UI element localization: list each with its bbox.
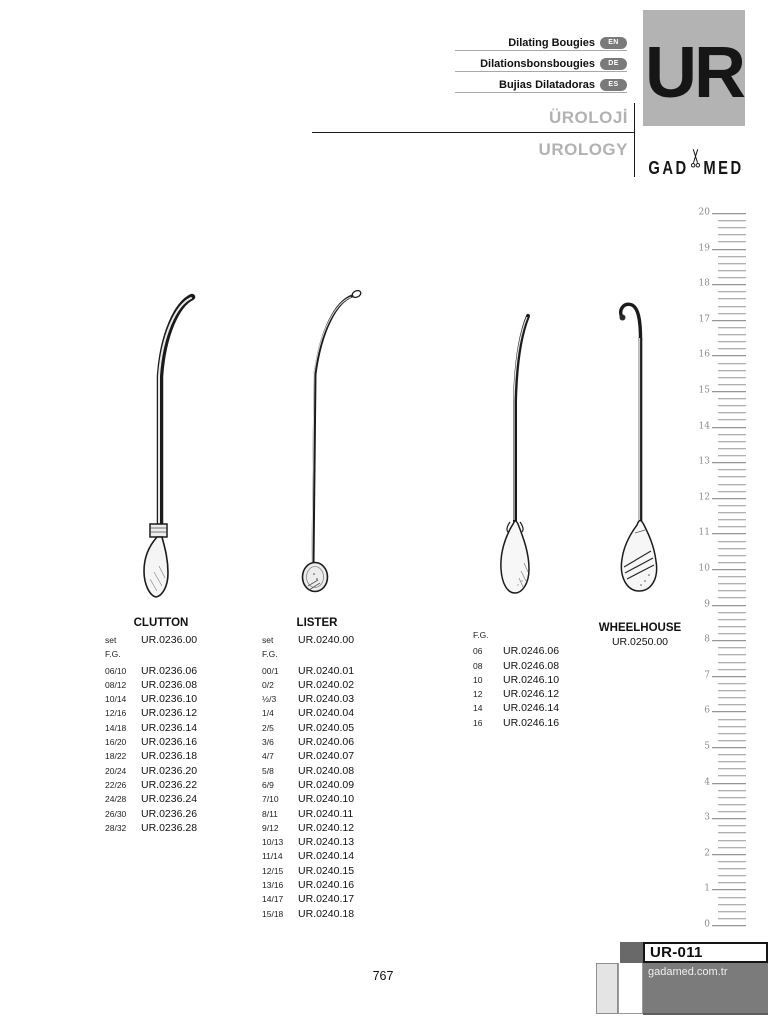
ruler-tick xyxy=(718,512,746,513)
size-label: 10/13 xyxy=(262,837,284,848)
catalog-code: UR.0240.09 xyxy=(298,778,355,791)
ruler-tick xyxy=(718,505,746,506)
size-label: 15/18 xyxy=(262,908,284,919)
ruler-tick xyxy=(712,818,746,819)
size-label: 10 xyxy=(473,674,483,685)
table-row xyxy=(262,721,372,735)
ruler-tick xyxy=(718,847,746,848)
ruler-tick xyxy=(718,384,746,385)
ruler-tick xyxy=(718,761,746,762)
ruler-tick xyxy=(718,590,746,591)
fg-label: F.G. xyxy=(105,649,121,660)
ruler-tick xyxy=(718,697,746,698)
size-list xyxy=(473,644,573,730)
ruler-tick xyxy=(712,569,746,570)
ruler-tick xyxy=(712,711,746,712)
catalog-code: UR.0240.01 xyxy=(298,664,355,677)
ruler-tick xyxy=(718,911,746,912)
ruler-tick xyxy=(718,412,746,413)
ruler-tick xyxy=(718,882,746,883)
ruler-tick xyxy=(712,925,746,926)
size-list xyxy=(105,664,217,836)
size-label: 12/16 xyxy=(105,708,127,719)
catalog-code: UR.0240.06 xyxy=(298,736,355,749)
ruler-tick xyxy=(712,249,746,250)
catalog-code: UR.0240.12 xyxy=(298,821,355,834)
catalog-code: UR.0236.12 xyxy=(141,707,198,720)
ruler-tick xyxy=(718,327,746,328)
ruler-tick xyxy=(718,633,746,634)
table-row xyxy=(262,835,372,849)
ruler-tick xyxy=(718,291,746,292)
ruler-tick xyxy=(718,419,746,420)
table-row xyxy=(262,878,372,892)
table-row xyxy=(105,735,217,749)
size-label: 9/12 xyxy=(262,822,279,833)
table-row xyxy=(105,792,217,806)
ruler-tick xyxy=(718,548,746,549)
ruler-tick xyxy=(718,619,746,620)
ruler-tick xyxy=(718,363,746,364)
table-row xyxy=(262,807,372,821)
table-row xyxy=(262,706,372,720)
ruler-tick xyxy=(718,726,746,727)
set-row xyxy=(262,633,372,647)
table-row xyxy=(262,764,372,778)
size-label: 11/14 xyxy=(262,851,283,862)
ruler-tick xyxy=(718,298,746,299)
catalog-code: UR.0236.18 xyxy=(141,750,198,763)
size-label: 22/26 xyxy=(105,779,127,790)
clutton-product-table xyxy=(105,617,217,835)
ruler-tick xyxy=(718,519,746,520)
ruler-label: 8 xyxy=(704,634,710,645)
ruler-tick xyxy=(712,213,746,214)
table-row xyxy=(105,692,217,706)
ruler-tick xyxy=(718,241,746,242)
catalog-code: UR.0240.08 xyxy=(298,764,355,777)
wheelhouse-title-block xyxy=(592,622,688,648)
size-list xyxy=(262,664,372,921)
ruler-tick xyxy=(712,783,746,784)
product-name: WHEELHOUSE xyxy=(598,622,682,634)
catalog-code: UR.0246.14 xyxy=(503,702,560,715)
size-label: 7/10 xyxy=(262,794,279,805)
set-code: UR.0240.00 xyxy=(298,634,355,646)
ruler-tick xyxy=(712,747,746,748)
size-label: 12 xyxy=(473,689,483,700)
ruler-tick xyxy=(718,334,746,335)
ruler-label: 11 xyxy=(698,527,710,538)
catalog-code: UR.0240.07 xyxy=(298,750,355,763)
table-row xyxy=(262,864,372,878)
scissors-icon xyxy=(691,140,700,177)
language-row xyxy=(455,30,627,51)
size-label: ½/3 xyxy=(262,694,277,705)
table-row xyxy=(105,807,217,821)
size-label: 14/17 xyxy=(262,894,284,905)
brand-text-left: GAD xyxy=(648,158,689,178)
ruler-tick xyxy=(718,775,746,776)
table-row xyxy=(473,659,573,673)
table-row xyxy=(262,892,372,906)
website-box xyxy=(643,963,768,1015)
table-row xyxy=(105,721,217,735)
ruler-label: 2 xyxy=(704,848,710,859)
ruler-tick xyxy=(718,555,746,556)
footer-light-square xyxy=(596,963,618,1014)
ruler-tick xyxy=(718,868,746,869)
ruler-tick xyxy=(718,904,746,905)
table-row xyxy=(105,764,217,778)
catalog-code: UR.0246.06 xyxy=(503,645,560,658)
ruler-tick xyxy=(718,263,746,264)
ruler-tick xyxy=(718,484,746,485)
ruler-tick xyxy=(718,370,746,371)
ruler-tick xyxy=(718,455,746,456)
size-label: 16 xyxy=(473,717,483,728)
table-row xyxy=(262,678,372,692)
ruler-tick xyxy=(718,662,746,663)
size-label: 20/24 xyxy=(105,765,127,776)
ruler-tick xyxy=(712,355,746,356)
footer-white-square xyxy=(618,963,643,1014)
ruler-tick xyxy=(718,341,746,342)
catalog-code: UR.0236.26 xyxy=(141,807,198,820)
table-row xyxy=(262,664,372,678)
ruler-label: 1 xyxy=(704,883,710,894)
footer-dark-square xyxy=(620,942,643,963)
size-label: 1/4 xyxy=(262,708,274,719)
catalog-code: UR.0240.02 xyxy=(298,678,355,691)
size-label: 00/1 xyxy=(262,665,279,676)
catalog-code: UR.0236.24 xyxy=(141,793,198,806)
page-number: 767 xyxy=(372,969,394,983)
table-row xyxy=(262,692,372,706)
catalog-code: UR.0236.14 xyxy=(141,721,198,734)
table-row xyxy=(105,706,217,720)
catalog-code: UR-011 xyxy=(650,944,703,961)
table-row xyxy=(262,735,372,749)
ruler-tick xyxy=(712,320,746,321)
ruler-tick xyxy=(718,690,746,691)
section-code: UR xyxy=(645,33,743,113)
brand-text-right: MED xyxy=(703,158,744,178)
ruler-tick xyxy=(718,897,746,898)
ruler-tick xyxy=(712,427,746,428)
size-label: 12/15 xyxy=(262,865,284,876)
ruler-tick xyxy=(718,491,746,492)
ruler-tick xyxy=(712,640,746,641)
fg-row xyxy=(105,647,217,661)
ruler-tick xyxy=(712,889,746,890)
ruler-label: 7 xyxy=(704,670,710,681)
ruler-tick xyxy=(718,754,746,755)
table-row xyxy=(105,664,217,678)
ruler-tick xyxy=(712,533,746,534)
catalog-code: UR.0240.15 xyxy=(298,864,355,877)
ruler-tick xyxy=(718,719,746,720)
ruler-tick xyxy=(712,498,746,499)
fg-row xyxy=(473,628,573,642)
language-badge: ES xyxy=(600,79,627,91)
catalog-code: UR.0240.11 xyxy=(298,807,354,820)
ruler-label: 6 xyxy=(704,705,710,716)
set-label: set xyxy=(105,635,117,645)
ruler-tick xyxy=(718,825,746,826)
ruler-tick xyxy=(718,740,746,741)
wheelhouse-fg-table xyxy=(473,628,573,730)
ruler-label: 19 xyxy=(698,243,710,254)
catalog-code: UR.0246.10 xyxy=(503,673,560,686)
ruler-tick xyxy=(718,626,746,627)
ruler-label: 17 xyxy=(698,314,710,325)
wheelhouse-illustration xyxy=(609,293,665,608)
ruler-tick xyxy=(718,647,746,648)
header-vertical-rule xyxy=(634,103,635,177)
catalog-code: UR.0236.10 xyxy=(141,693,198,706)
fg-label: F.G. xyxy=(262,649,278,660)
catalog-code: UR.0236.22 xyxy=(141,778,198,791)
lister-illustration xyxy=(284,282,366,600)
table-row xyxy=(105,778,217,792)
catalog-code: UR.0240.17 xyxy=(298,893,355,906)
size-label: 08/12 xyxy=(105,679,127,690)
ruler-tick xyxy=(718,797,746,798)
ruler-tick xyxy=(718,434,746,435)
ruler-tick xyxy=(718,562,746,563)
ruler-tick xyxy=(712,854,746,855)
ruler-tick xyxy=(718,270,746,271)
product-name: CLUTTON xyxy=(133,617,189,629)
ruler-tick xyxy=(718,526,746,527)
ruler-tick xyxy=(718,804,746,805)
catalog-code: UR.0240.14 xyxy=(298,850,355,863)
ruler-tick xyxy=(718,612,746,613)
ruler-tick xyxy=(712,391,746,392)
size-label: 4/7 xyxy=(262,751,274,762)
size-label: 14 xyxy=(473,703,483,714)
catalog-code: UR.0240.13 xyxy=(298,836,355,849)
section-code-box xyxy=(643,10,745,126)
ruler-tick xyxy=(718,469,746,470)
lister-product-table xyxy=(262,617,372,921)
ruler-tick xyxy=(718,277,746,278)
set-code: UR.0250.00 xyxy=(611,636,669,648)
table-row xyxy=(262,849,372,863)
language-row xyxy=(455,72,627,93)
catalog-code: UR.0236.28 xyxy=(141,821,198,834)
catalog-code: UR.0236.06 xyxy=(141,664,198,677)
ruler-label: 9 xyxy=(704,599,710,610)
clutton-illustration xyxy=(123,284,201,602)
header-horizontal-rule xyxy=(312,132,635,133)
catalog-code: UR.0246.12 xyxy=(503,688,560,701)
catalog-code: UR.0240.16 xyxy=(298,879,355,892)
ruler-tick xyxy=(718,669,746,670)
size-label: 6/9 xyxy=(262,779,274,790)
category-title-en: UROLOGY xyxy=(538,140,628,159)
ruler-label: 12 xyxy=(698,492,710,503)
catalog-code: UR.0236.20 xyxy=(141,764,198,777)
brand-logo xyxy=(644,139,748,177)
ruler-label: 5 xyxy=(704,741,710,752)
table-row xyxy=(473,673,573,687)
ruler-tick xyxy=(718,861,746,862)
ruler-label: 10 xyxy=(698,563,710,574)
table-row xyxy=(473,644,573,658)
ruler-tick xyxy=(712,676,746,677)
ruler-tick xyxy=(718,441,746,442)
ruler-tick xyxy=(718,768,746,769)
size-label: 0/2 xyxy=(262,679,274,690)
catalog-code: UR.0240.04 xyxy=(298,707,355,720)
ruler-tick xyxy=(718,733,746,734)
set-row xyxy=(105,633,217,647)
size-label: 2/5 xyxy=(262,722,274,733)
ruler-tick xyxy=(718,832,746,833)
table-row xyxy=(262,821,372,835)
size-label: 8/11 xyxy=(262,808,278,819)
size-label: 13/16 xyxy=(262,880,284,891)
ruler-tick xyxy=(718,476,746,477)
language-row xyxy=(455,51,627,72)
ruler-tick xyxy=(718,583,746,584)
catalog-code: UR.0240.18 xyxy=(298,907,355,920)
ruler-tick xyxy=(718,448,746,449)
ruler-tick xyxy=(712,605,746,606)
size-label: 18/22 xyxy=(105,751,127,762)
catalog-code: UR.0246.16 xyxy=(503,716,560,729)
ruler-tick xyxy=(718,348,746,349)
size-label: 16/20 xyxy=(105,737,127,748)
catalog-code: UR.0236.16 xyxy=(141,736,198,749)
catalog-code: UR.0236.08 xyxy=(141,678,198,691)
language-label: Bujias Dilatadoras xyxy=(499,79,595,91)
ruler-label: 18 xyxy=(698,278,710,289)
bougie-illustration xyxy=(491,301,543,603)
language-badge: EN xyxy=(600,37,627,49)
table-row xyxy=(473,687,573,701)
size-label: 5/8 xyxy=(262,765,274,776)
table-row xyxy=(262,749,372,763)
ruler-tick xyxy=(718,398,746,399)
set-label: set xyxy=(262,635,274,645)
ruler-tick xyxy=(718,576,746,577)
ruler-tick xyxy=(718,405,746,406)
ruler-tick xyxy=(718,704,746,705)
table-row xyxy=(105,678,217,692)
ruler-label: 16 xyxy=(698,349,710,360)
ruler-tick xyxy=(718,683,746,684)
ruler-tick xyxy=(718,541,746,542)
table-row xyxy=(262,907,372,921)
language-labels xyxy=(455,30,627,93)
table-row xyxy=(262,792,372,806)
ruler-label: 13 xyxy=(698,456,710,467)
table-row xyxy=(105,749,217,763)
size-label: 24/28 xyxy=(105,794,127,805)
ruler-tick xyxy=(712,284,746,285)
table-row xyxy=(105,821,217,835)
website-text: gadamed.com.tr xyxy=(648,966,728,978)
size-label: 06 xyxy=(473,646,483,657)
catalog-code: UR.0240.05 xyxy=(298,721,355,734)
size-label: 14/18 xyxy=(105,722,127,733)
set-code: UR.0236.00 xyxy=(141,634,198,646)
category-title-tr: ÜROLOJİ xyxy=(548,108,628,127)
language-label: Dilating Bougies xyxy=(508,37,595,49)
catalog-code: UR.0246.08 xyxy=(503,659,560,672)
ruler-tick xyxy=(718,790,746,791)
size-label: 28/32 xyxy=(105,822,127,833)
fg-label: F.G. xyxy=(473,630,489,640)
language-label: Dilationsbonsbougies xyxy=(480,58,595,70)
size-label: 06/10 xyxy=(105,665,127,676)
ruler-tick xyxy=(718,234,746,235)
table-row xyxy=(262,778,372,792)
table-row xyxy=(473,701,573,715)
ruler-tick xyxy=(718,377,746,378)
catalog-code: UR.0240.10 xyxy=(298,793,355,806)
ruler-tick xyxy=(718,306,746,307)
size-label: 10/14 xyxy=(105,694,127,705)
ruler-label: 20 xyxy=(698,207,710,218)
ruler-tick xyxy=(718,840,746,841)
ruler-label: 3 xyxy=(704,812,710,823)
ruler-tick xyxy=(718,811,746,812)
ruler-label: 0 xyxy=(704,919,710,930)
catalog-code: UR.0240.03 xyxy=(298,693,355,706)
ruler-tick xyxy=(718,227,746,228)
ruler-tick xyxy=(718,313,746,314)
ruler-tick xyxy=(718,654,746,655)
ruler-tick xyxy=(718,220,746,221)
ruler-tick xyxy=(718,875,746,876)
ruler-tick xyxy=(712,462,746,463)
table-row xyxy=(473,716,573,730)
size-label: 08 xyxy=(473,660,483,671)
ruler-label: 15 xyxy=(698,385,710,396)
product-name: LISTER xyxy=(296,617,338,629)
fg-row xyxy=(262,647,372,661)
ruler-tick xyxy=(718,597,746,598)
size-label: 26/30 xyxy=(105,808,127,819)
ruler-tick xyxy=(718,256,746,257)
size-label: 3/6 xyxy=(262,737,274,748)
language-badge: DE xyxy=(600,58,627,70)
ruler-label: 4 xyxy=(704,777,710,788)
ruler-tick xyxy=(718,918,746,919)
catalog-code-box xyxy=(643,942,768,963)
ruler-label: 14 xyxy=(698,421,710,432)
